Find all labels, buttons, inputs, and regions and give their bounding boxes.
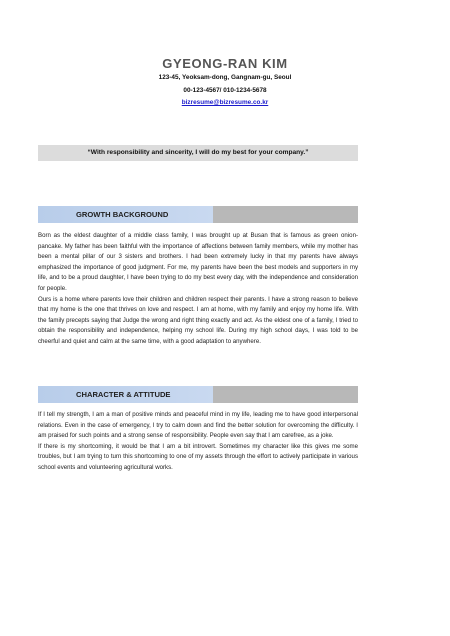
applicant-name: GYEONG-RAN KIM [162,56,288,71]
section-header-fill [213,206,358,223]
paragraph: If I tell my strength, I am a man of positive minds and peaceful mind in my life, leading me to have good interpersonal relations. Even in the case of emergency, I try to calm down and find the better solution for overcoming the difficulty. I am praised for such points and a strong sense of responsibility. People even say that I am carefree, as a joke. [38,411,358,440]
section-header-fill [213,386,358,403]
growth-background-text [38,231,358,348]
section-header-character [38,386,358,403]
phone-numbers: 00-123-4567/ 010-1234-5678 [183,87,267,94]
character-attitude-text [38,410,358,474]
paragraph: If there is my shortcoming, it would be that I am a bit introvert. Sometimes my character like this gives me some troubles, but I am trying to turn this shortcoming to one of my assets through the effort to actively participate in various school events and volunteering agricultural works. [38,442,358,471]
section-header-growth [38,206,358,223]
section-title: GROWTH BACKGROUND [76,210,169,219]
address: 123-45, Yeoksam-dong, Gangnam-gu, Seoul [158,74,292,81]
paragraph: Ours is a home where parents love their children and children respect their parents. I have a strong reason to believe that my home is the one that thrives on love and respect. I am at home, with my family and enjoy my home life. With the family precepts saying that Judge the wrong and right thing exactly and act. As the eldest one of a family, I tried to obtain the responsibility and independence, helping my school life. During my high school days, I was told to be cheerful and quiet and calm at the same time, with a good adaptation to anywhere. [38,295,358,345]
email-link[interactable]: bizresume@bizresume.co.kr [181,99,269,106]
section-title: CHARACTER & ATTITUDE [76,390,171,399]
paragraph: Born as the eldest daughter of a middle class family, I was brought up at Busan that is famous as green onion-pancake. My father has been faithful with the importance of affections between family members, while my mother has been a mental pillar of our 3 sisters and brothers. I had been extremely lucky in that my parents have always emphasized the importance of good judgment. For me, my parents have been the best models and supporters in my life, and to be a proud daughter, I have been trying to do my best every day, with the independence and consideration for people. [38,232,358,292]
motto-banner: “With responsibility and sincerity, I will do my best for your company.” [38,145,358,161]
